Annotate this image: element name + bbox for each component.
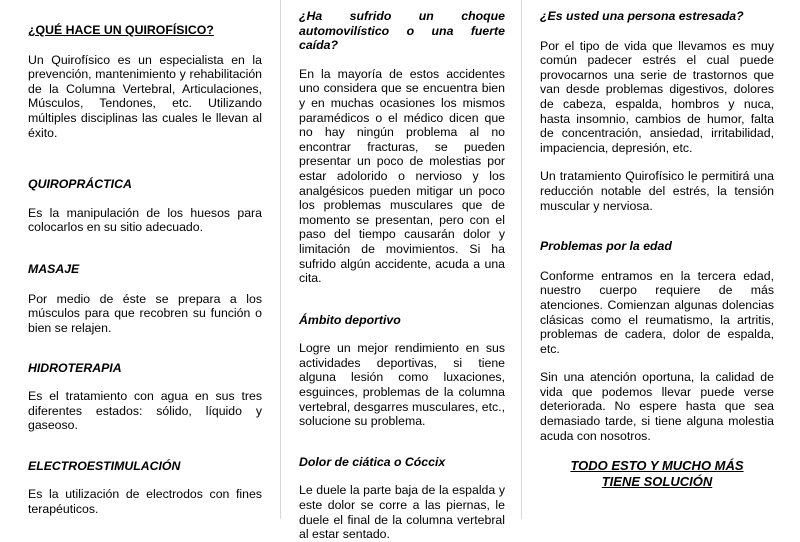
text-que-hace: Un Quirofísico es un especialista en la prevención, mantenimiento y rehabilitación de la Columna Vertebral, Articulaciones, Músculos, Tendones, etc. Utilizando múltiples disciplinas las cuales le llevan al éxito.: [28, 52, 262, 140]
heading-hidroterapia: HIDROTERAPIA: [28, 361, 122, 376]
column-left: [28, 0, 262, 516]
heading-masaje: MASAJE: [28, 261, 80, 276]
text-hidroterapia: Es el tratamiento con agua en sus tres diferentes estados: sólido, líquido y gaseoso.: [28, 388, 262, 433]
text-ambito-deportivo: Logre un mejor rendimiento en sus actividades deportivas, si tiene alguna lesión como luxaciones, esguinces, problemas de la columna vertebral, desgarres musculares, etc., solucione su problema.: [299, 341, 505, 429]
heading-ambito-deportivo: Ámbito deportivo: [299, 312, 401, 327]
heading-ciatica: Dolor de ciática o Cóccix: [299, 454, 446, 469]
column-middle: [299, 0, 505, 542]
heading-estresada: ¿Es usted una persona estresada?: [540, 9, 744, 23]
heading-quiropractica: QUIROPRÁCTICA: [28, 177, 132, 192]
heading-electroestimulacion: ELECTROESTIMULACIÓN: [28, 458, 181, 473]
text-masaje: Por medio de éste se prepara a los músculos para que recobren su función o bien se relajen.: [28, 291, 262, 335]
text-estresada: Por el tipo de vida que llevamos es muy común padecer estrés el cual puede provocarnos una serie de trastornos que van desde problemas digestivos, dolores de cabeza, espalda, hombros y nuca, hasta insomnio, cambios de humor, falta de concentración, ansiedad, irritabilidad, impaciencia, depresión, etc.: [540, 38, 774, 155]
column-right: [540, 0, 774, 443]
closing-slogan-line2: TIENE SOLUCIÓN: [601, 474, 713, 489]
text-problemas-edad: Conforme entramos en la tercera edad, nuestro cuerpo requiere de más atenciones. Comienzan algunas dolencias clásicas como el reumatismo, la artritis, problemas de cadera, dolor de espalda, etc.: [540, 268, 774, 356]
heading-choque: ¿Ha sufrido un choque automovilístico o una fuerte caída?: [299, 9, 505, 53]
column-divider-right: [521, 0, 522, 519]
closing-slogan-line1: TODO ESTO Y MUCHO MÁS: [570, 458, 744, 473]
closing-slogan: [540, 458, 774, 490]
text-electroestimulacion: Es la utilización de electrodos con fines terapéuticos.: [28, 487, 262, 516]
text-ciatica: Le duele la parte baja de la espalda y este dolor se corre a las piernas, le duele el final de la columna vertebral al estar sentado.: [299, 483, 505, 542]
text-choque: En la mayoría de estos accidentes uno considera que se encuentra bien y en muchas ocasiones los mismos paramédicos o el médico dicen que no hay ningún problema al no encontrar fracturas, se pueden presentar un poco de molestias por estar adolorido o nervioso y los analgésicos pueden mitigar un poco los problemas musculares que de momento se presentan, pero con el paso del tiempo causarán dolor y limitación de movimientos. Si ha sufrido algún accidente, acuda a una cita.: [299, 66, 505, 286]
heading-problemas-edad: Problemas por la edad: [540, 239, 672, 254]
heading-que-hace: ¿QUÉ HACE UN QUIROFÍSICO?: [28, 23, 214, 37]
text-tratamiento: Un tratamiento Quirofísico le permitirá una reducción notable del estrés, la tensión muscular y nerviosa.: [540, 169, 774, 213]
text-quiropractica: Es la manipulación de los huesos para colocarlos en su sitio adecuado.: [28, 205, 262, 235]
column-divider-left: [280, 0, 281, 519]
text-atencion-oportuna: Sin una atención oportuna, la calidad de vida que podemos llevar puede verse deteriorada. No espere hasta que sea demasiado tarde, si tiene alguna molestia acuda con nosotros.: [540, 370, 774, 443]
